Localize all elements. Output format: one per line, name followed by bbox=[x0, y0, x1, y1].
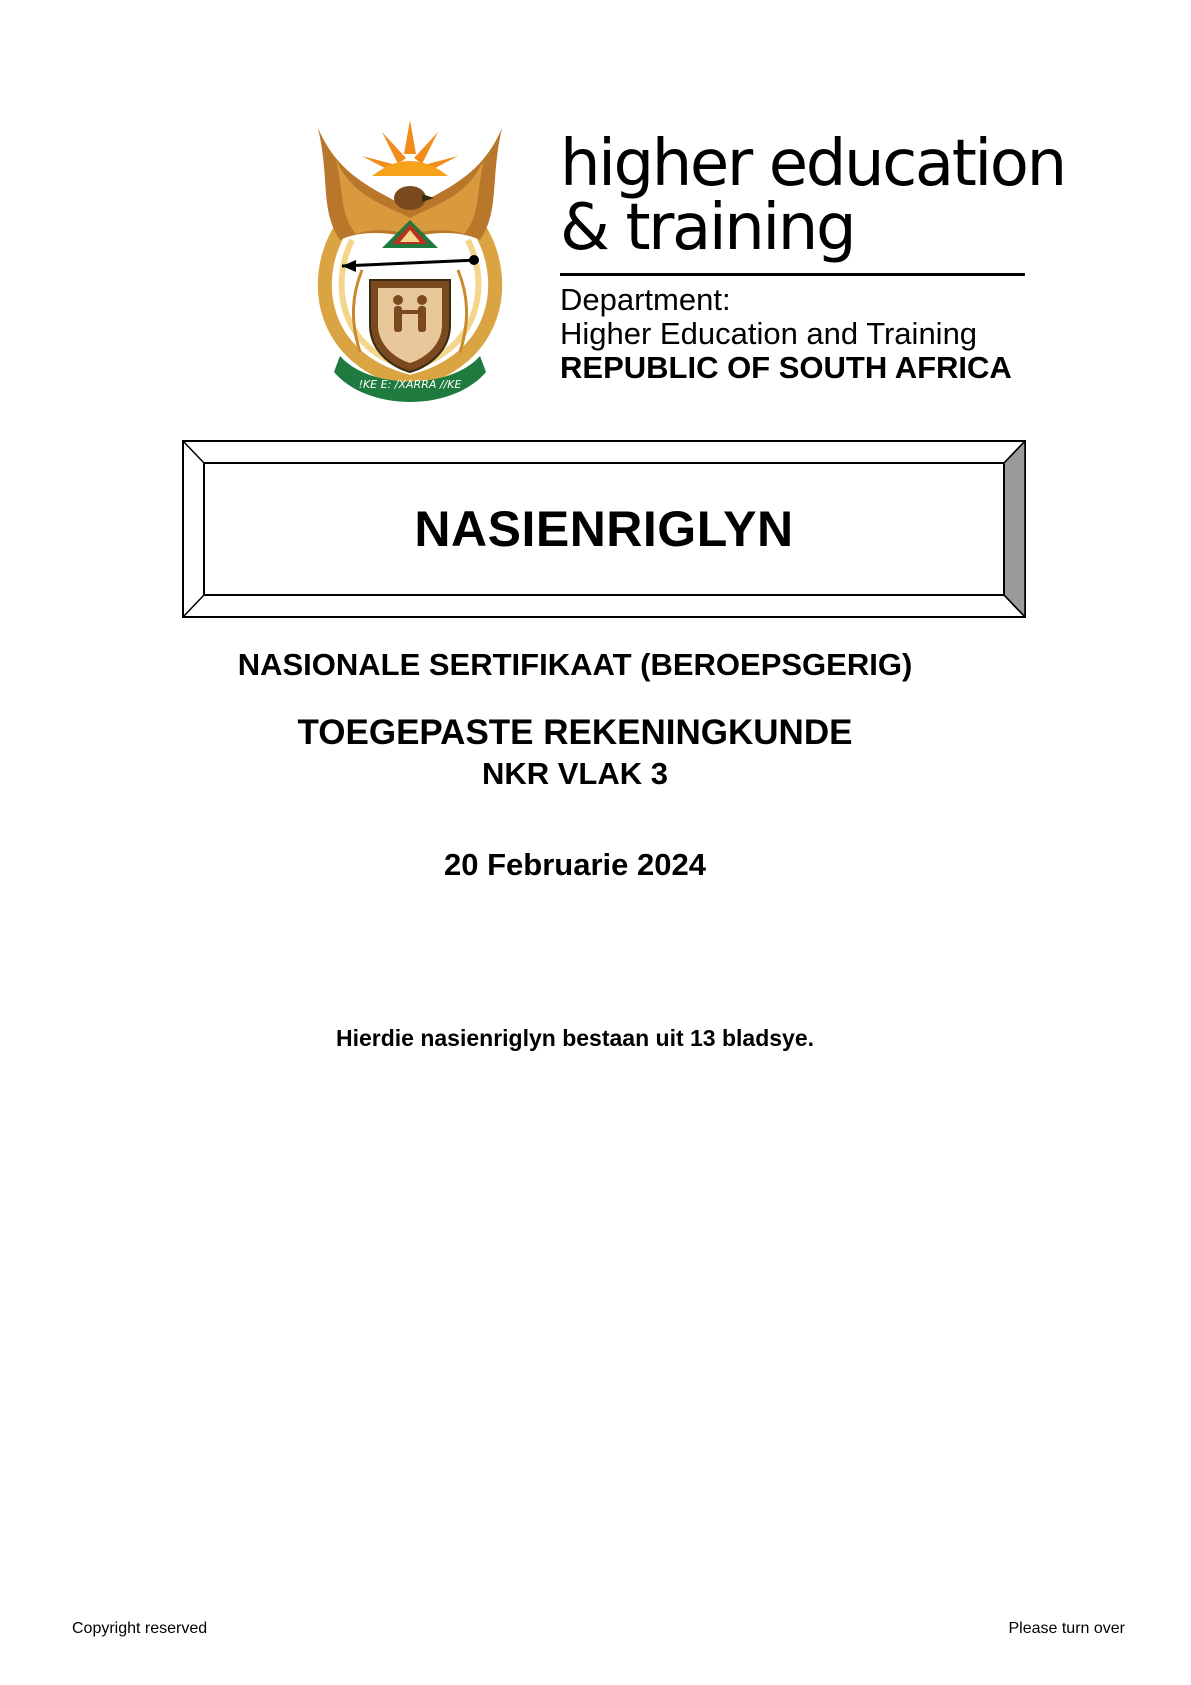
subject-name: TOEGEPASTE REKENINGKUNDE bbox=[297, 713, 853, 752]
copyright-notice: Copyright reserved bbox=[72, 1620, 208, 1637]
exam-date: 20 Februarie 2024 bbox=[444, 847, 706, 882]
department-name: Higher Education and Training bbox=[560, 316, 978, 351]
page-count-note: Hierdie nasienriglyn bestaan uit 13 bladsye. bbox=[335, 1025, 815, 1051]
turn-over-note: Please turn over bbox=[1008, 1620, 1125, 1637]
certificate-name: NASIONALE SERTIFIKAAT (BEROEPSGERIG) bbox=[237, 647, 913, 682]
svg-text:!KE E: /XARRA //KE: !KE E: /XARRA //KE bbox=[358, 378, 462, 391]
country-name: REPUBLIC OF SOUTH AFRICA bbox=[560, 350, 1012, 385]
document-title: NASIENRIGLYN bbox=[414, 501, 794, 557]
department-label: Department: bbox=[560, 282, 731, 317]
coat-of-arms-logo bbox=[300, 120, 520, 402]
brand-divider bbox=[560, 273, 1025, 276]
brand-title-line-1: higher education bbox=[560, 127, 1065, 201]
brand-title-line-2: & training bbox=[560, 191, 855, 265]
level-label: NKR VLAK 3 bbox=[481, 756, 668, 791]
